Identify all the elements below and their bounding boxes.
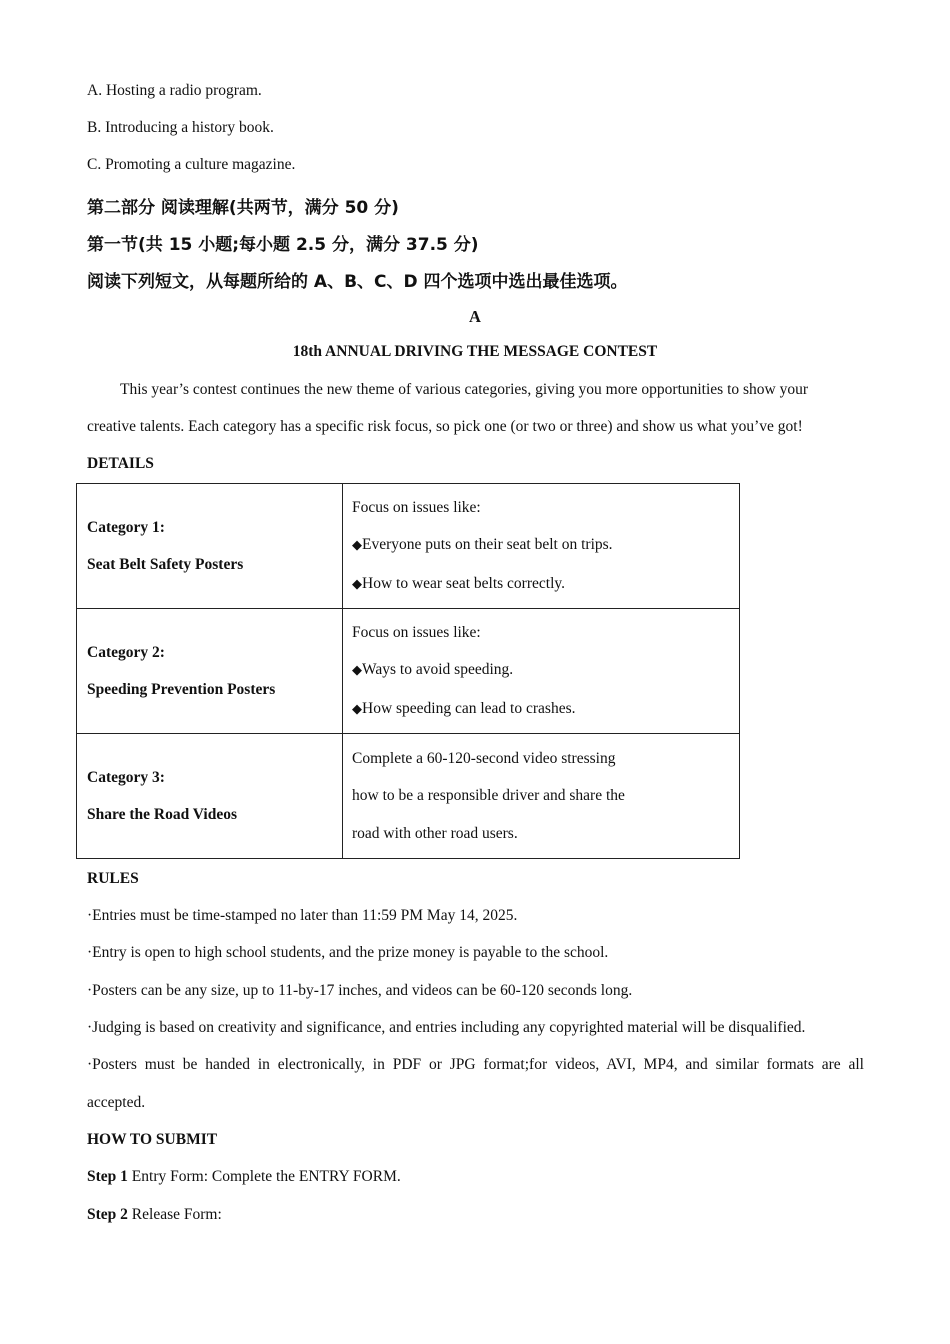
step-2 [87, 1206, 222, 1224]
diamond-bullet-icon: ◆ [352, 701, 362, 717]
category-name: Seat Belt Safety Posters [87, 556, 244, 573]
step-label: Step 1 [87, 1168, 128, 1185]
category-label: Category 1: [87, 518, 165, 536]
diamond-bullet-icon: ◆ [352, 663, 362, 679]
description-cell [343, 734, 740, 859]
table-row [77, 609, 740, 734]
description-line: Ways to avoid speeding. [362, 661, 514, 679]
details-heading: DETAILS [87, 455, 154, 472]
option-a: A. Hosting a radio program. [87, 82, 262, 99]
description-line: Complete a 60-120-second video stressing [352, 749, 616, 767]
part-title: 第二部分 阅读理解(共两节，满分 50 分) [87, 198, 399, 218]
step-text: Release Form: [127, 1206, 222, 1223]
details-table [76, 483, 740, 859]
category-label: Category 3: [87, 768, 165, 786]
diamond-bullet-icon: ◆ [352, 538, 362, 554]
passage-title: 18th ANNUAL DRIVING THE MESSAGE CONTEST [292, 343, 658, 360]
intro-line-2: creative talents. Each category has a specific risk focus, so pick one (or two or three) and show us what you’ve got! [87, 418, 803, 435]
option-c: C. Promoting a culture magazine. [87, 156, 296, 173]
category-cell [77, 609, 343, 734]
description-line: road with other road users. [352, 824, 518, 842]
submit-heading: HOW TO SUBMIT [87, 1131, 218, 1148]
description-line: How speeding can lead to crashes. [362, 699, 576, 717]
description-line: Focus on issues like: [352, 623, 481, 641]
rule-continuation: accepted. [87, 1094, 146, 1111]
table-row [77, 484, 740, 609]
passage-letter: A [469, 307, 481, 326]
section-subtitle: 第一节(共 15 小题;每小题 2.5 分，满分 37.5 分) [87, 235, 479, 255]
category-label: Category 2: [87, 643, 165, 661]
rules-heading: RULES [87, 870, 139, 887]
instruction: 阅读下列短文，从每题所给的 A、B、C、D 四个选项中选出最佳选项。 [87, 272, 628, 292]
description-line: How to wear seat belts correctly. [362, 574, 565, 592]
description-cell [343, 484, 740, 609]
rule-item: ·Judging is based on creativity and significance, and entries including any copyrighted material will be disqualified. [87, 1019, 806, 1036]
intro-line-1: This year’s contest continues the new theme of various categories, giving you more opportunities to show your [120, 381, 809, 398]
rule-item: ·Entries must be time-stamped no later than 11:59 PM May 14, 2025. [87, 907, 518, 924]
table-row [77, 734, 740, 859]
category-cell [77, 484, 343, 609]
step-label: Step 2 [87, 1206, 128, 1223]
option-b: B. Introducing a history book. [87, 119, 274, 136]
description-line: how to be a responsible driver and share the [352, 787, 625, 805]
description-line: Everyone puts on their seat belt on trips. [362, 536, 613, 554]
diamond-bullet-icon: ◆ [352, 576, 362, 592]
rule-item: ·Entry is open to high school students, and the prize money is payable to the school. [87, 944, 609, 961]
category-cell [77, 734, 343, 859]
category-name: Share the Road Videos [87, 806, 237, 823]
rule-item: ·Posters can be any size, up to 11-by-17 inches, and videos can be 60-120 seconds long. [87, 982, 633, 999]
description-cell [343, 609, 740, 734]
category-name: Speeding Prevention Posters [87, 681, 276, 698]
rule-item: ·Posters must be handed in electronically, in PDF or JPG format;for videos, AVI, MP4, and similar formats are all [87, 1056, 864, 1073]
step-text: Entry Form: Complete the ENTRY FORM. [127, 1168, 401, 1185]
step-1 [87, 1168, 401, 1186]
description-line: Focus on issues like: [352, 498, 481, 516]
